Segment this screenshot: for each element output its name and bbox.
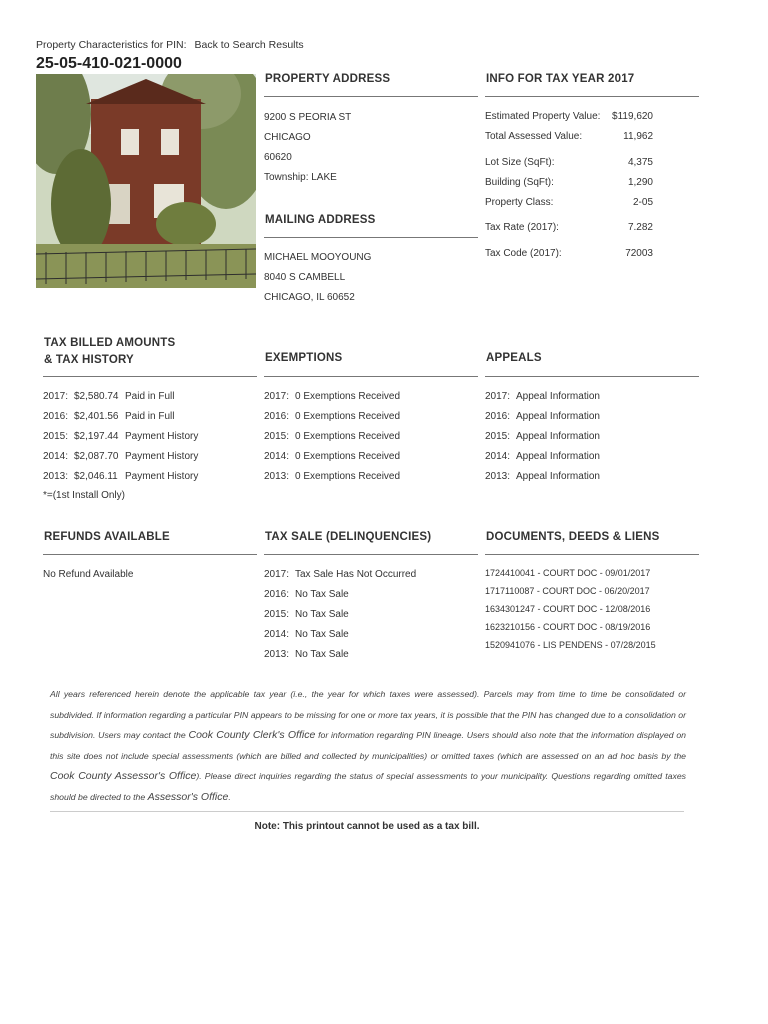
exemptions-title: EXEMPTIONS (265, 352, 343, 364)
tax-billed-row (43, 451, 199, 462)
mailing-line: CHICAGO, IL 60652 (264, 292, 355, 303)
tax-info-label: Tax Rate (2017): (485, 222, 559, 233)
exemption-year: 2013: (264, 471, 290, 482)
exemption-link[interactable]: 0 Exemptions Received (295, 411, 401, 422)
tax-amount: $2,401.56 (74, 411, 119, 422)
exemption-link[interactable]: 0 Exemptions Received (295, 451, 401, 462)
document-link[interactable]: 1623210156 - COURT DOC - 08/19/2016 (485, 622, 651, 632)
appeal-year: 2017: (485, 391, 511, 402)
tax-info-label: Tax Code (2017): (485, 248, 562, 259)
divider (50, 811, 684, 812)
appeal-row (485, 471, 600, 482)
tax-info-row (485, 157, 653, 171)
tax-amount: $2,087.70 (74, 451, 119, 462)
appeal-year: 2015: (485, 431, 511, 442)
document-link[interactable]: 1717110087 - COURT DOC - 06/20/2017 (485, 586, 650, 596)
tax-billed-title-line2: & TAX HISTORY (44, 354, 134, 366)
tax-info-value: 72003 (625, 248, 653, 259)
exemption-row (264, 451, 401, 462)
mailing-line: 8040 S CAMBELL (264, 272, 346, 283)
tax-info-row (485, 248, 653, 262)
appeal-info-link[interactable]: Appeal Information (516, 451, 600, 462)
divider (264, 554, 478, 555)
tax-year: 2015: (43, 431, 69, 442)
exemption-row (264, 391, 401, 402)
tax-info-value: $119,620 (612, 111, 653, 122)
divider (264, 237, 478, 238)
tax-billed-row (43, 431, 199, 442)
property-photo (36, 74, 256, 288)
tax-sale-row (264, 649, 349, 660)
refunds-title: REFUNDS AVAILABLE (44, 531, 170, 543)
address-line: CHICAGO (264, 132, 311, 143)
address-line: 9200 S PEORIA ST (264, 112, 352, 123)
disclaimer (50, 684, 686, 807)
tax-sale-status: Tax Sale Has Not Occurred (295, 569, 417, 580)
tax-info-label: Total Assessed Value: (485, 131, 583, 142)
appeal-info-link[interactable]: Appeal Information (516, 431, 600, 442)
exemption-link[interactable]: 0 Exemptions Received (295, 431, 401, 442)
divider (485, 554, 699, 555)
property-address-title: PROPERTY ADDRESS (265, 73, 391, 85)
tax-info-row (485, 222, 653, 236)
assessor-office-link[interactable]: Assessor's Office (147, 790, 229, 803)
tax-year: 2016: (43, 411, 69, 422)
header-line (36, 39, 312, 51)
divider (264, 96, 478, 97)
tax-sale-status: No Tax Sale (295, 609, 349, 620)
appeal-row (485, 411, 600, 422)
appeal-year: 2013: (485, 471, 511, 482)
payment-status-link[interactable]: Paid in Full (125, 391, 175, 402)
tax-sale-status: No Tax Sale (295, 629, 349, 640)
tax-sale-year: 2017: (264, 569, 290, 580)
document-link[interactable]: 1520941076 - LIS PENDENS - 07/28/2015 (485, 640, 656, 650)
payment-history-link[interactable]: Payment History (125, 451, 199, 462)
exemption-year: 2015: (264, 431, 290, 442)
tax-billed-row (43, 471, 199, 482)
tax-year: 2017: (43, 391, 69, 402)
appeals-title: APPEALS (486, 352, 542, 364)
pin-number: 25-05-410-021-0000 (36, 55, 182, 72)
exemption-year: 2016: (264, 411, 290, 422)
document-link[interactable]: 1634301247 - COURT DOC - 12/08/2016 (485, 604, 651, 614)
disclaimer-text: . (228, 791, 231, 802)
divider (264, 376, 478, 377)
exemption-year: 2014: (264, 451, 290, 462)
tax-billed-row (43, 411, 175, 422)
exemption-row (264, 471, 401, 482)
appeal-year: 2014: (485, 451, 511, 462)
refund-status: No Refund Available (43, 569, 134, 580)
tax-sale-year: 2016: (264, 589, 290, 600)
tax-info-value: 11,962 (623, 131, 653, 142)
assessor-office-link[interactable]: Cook County Assessor's Office (50, 770, 197, 782)
printout-note: Note: This printout cannot be used as a tax bill. (254, 821, 480, 832)
tax-info-value: 1,290 (627, 177, 653, 188)
exemption-row (264, 411, 401, 422)
clerk-office-link[interactable]: Cook County Clerk's Office (188, 729, 316, 741)
tax-billed-title-line1: TAX BILLED AMOUNTS (44, 337, 176, 349)
appeal-info-link[interactable]: Appeal Information (516, 411, 600, 422)
payment-status-link[interactable]: Paid in Full (125, 411, 175, 422)
tax-info-label: Property Class: (485, 197, 554, 208)
tax-billed-row (43, 391, 175, 402)
payment-history-link[interactable]: Payment History (125, 431, 199, 442)
tax-sale-year: 2013: (264, 649, 290, 660)
tax-sale-status: No Tax Sale (295, 589, 349, 600)
disclaimer-text: for information regarding PIN lineage. Users should also note that the information displayed on this site does not include special assessments (which are billed and collected by municipalities) or omitted taxes (which are assessed on an ad hoc basis by the (50, 730, 686, 761)
appeal-year: 2016: (485, 411, 511, 422)
divider (43, 376, 257, 377)
tax-sale-status: No Tax Sale (295, 649, 349, 660)
tax-sale-row (264, 589, 349, 600)
tax-info-row (485, 131, 653, 145)
disclaimer-text: All years referenced herein denote the applicable tax year (i.e., the year for which taxes were assessed). Parcels may from time to time be consolidated or subdivided. If information regarding a particular PIN appears to be missing for one or more tax years, it is possible that the PIN has changed due to a consolidation or subdivision. Users may contact the (50, 689, 686, 740)
tax-sale-row (264, 569, 417, 580)
appeal-row (485, 451, 600, 462)
exemption-row (264, 431, 401, 442)
tax-year: 2014: (43, 451, 69, 462)
document-link[interactable]: 1724410041 - COURT DOC - 09/01/2017 (485, 568, 651, 578)
tax-info-label: Estimated Property Value: (485, 111, 601, 122)
divider (485, 96, 699, 97)
exemption-year: 2017: (264, 391, 290, 402)
tax-info-label: Lot Size (SqFt): (485, 157, 555, 168)
appeal-row (485, 431, 600, 442)
tax-info-label: Building (SqFt): (485, 177, 554, 188)
address-line: 60620 (264, 152, 292, 163)
tax-year: 2013: (43, 471, 69, 482)
tax-info-row (485, 111, 653, 125)
tax-info-value: 4,375 (627, 157, 653, 168)
appeal-info-link[interactable]: Appeal Information (516, 391, 600, 402)
payment-history-link[interactable]: Payment History (125, 471, 199, 482)
tax-billed-footnote: *=(1st Install Only) (43, 490, 125, 501)
tax-amount: $2,046.11 (74, 471, 118, 482)
tax-sale-year: 2014: (264, 629, 290, 640)
documents-title: DOCUMENTS, DEEDS & LIENS (486, 531, 660, 543)
exemption-link[interactable]: 0 Exemptions Received (295, 391, 401, 402)
disclaimer-text: ). Please direct inquiries regarding the status of special assessments to your municipality. Questions regarding omitted taxes should be directed to the (50, 771, 686, 802)
appeal-info-link[interactable]: Appeal Information (516, 471, 600, 482)
tax-info-title: INFO FOR TAX YEAR 2017 (486, 73, 635, 85)
tax-info-value: 2-05 (632, 197, 653, 208)
tax-sale-row (264, 609, 349, 620)
tax-sale-row (264, 629, 349, 640)
tax-billed-title (44, 335, 175, 369)
tax-info-value: 7.282 (627, 222, 653, 233)
tax-info-row (485, 177, 653, 191)
divider (485, 376, 699, 377)
tax-sale-year: 2015: (264, 609, 290, 620)
tax-info-row (485, 197, 653, 211)
title-prefix: Property Characteristics for PIN: (36, 39, 187, 51)
divider (43, 554, 257, 555)
exemption-link[interactable]: 0 Exemptions Received (295, 471, 401, 482)
back-to-search-link[interactable]: Back to Search Results (194, 39, 304, 51)
mailing-line: MICHAEL MOOYOUNG (264, 252, 372, 263)
appeal-row (485, 391, 600, 402)
tax-amount: $2,580.74 (74, 391, 119, 402)
address-line: Township: LAKE (264, 172, 337, 183)
tax-sale-title: TAX SALE (DELINQUENCIES) (265, 531, 432, 543)
tax-amount: $2,197.44 (74, 431, 119, 442)
mailing-address-title: MAILING ADDRESS (265, 214, 376, 226)
